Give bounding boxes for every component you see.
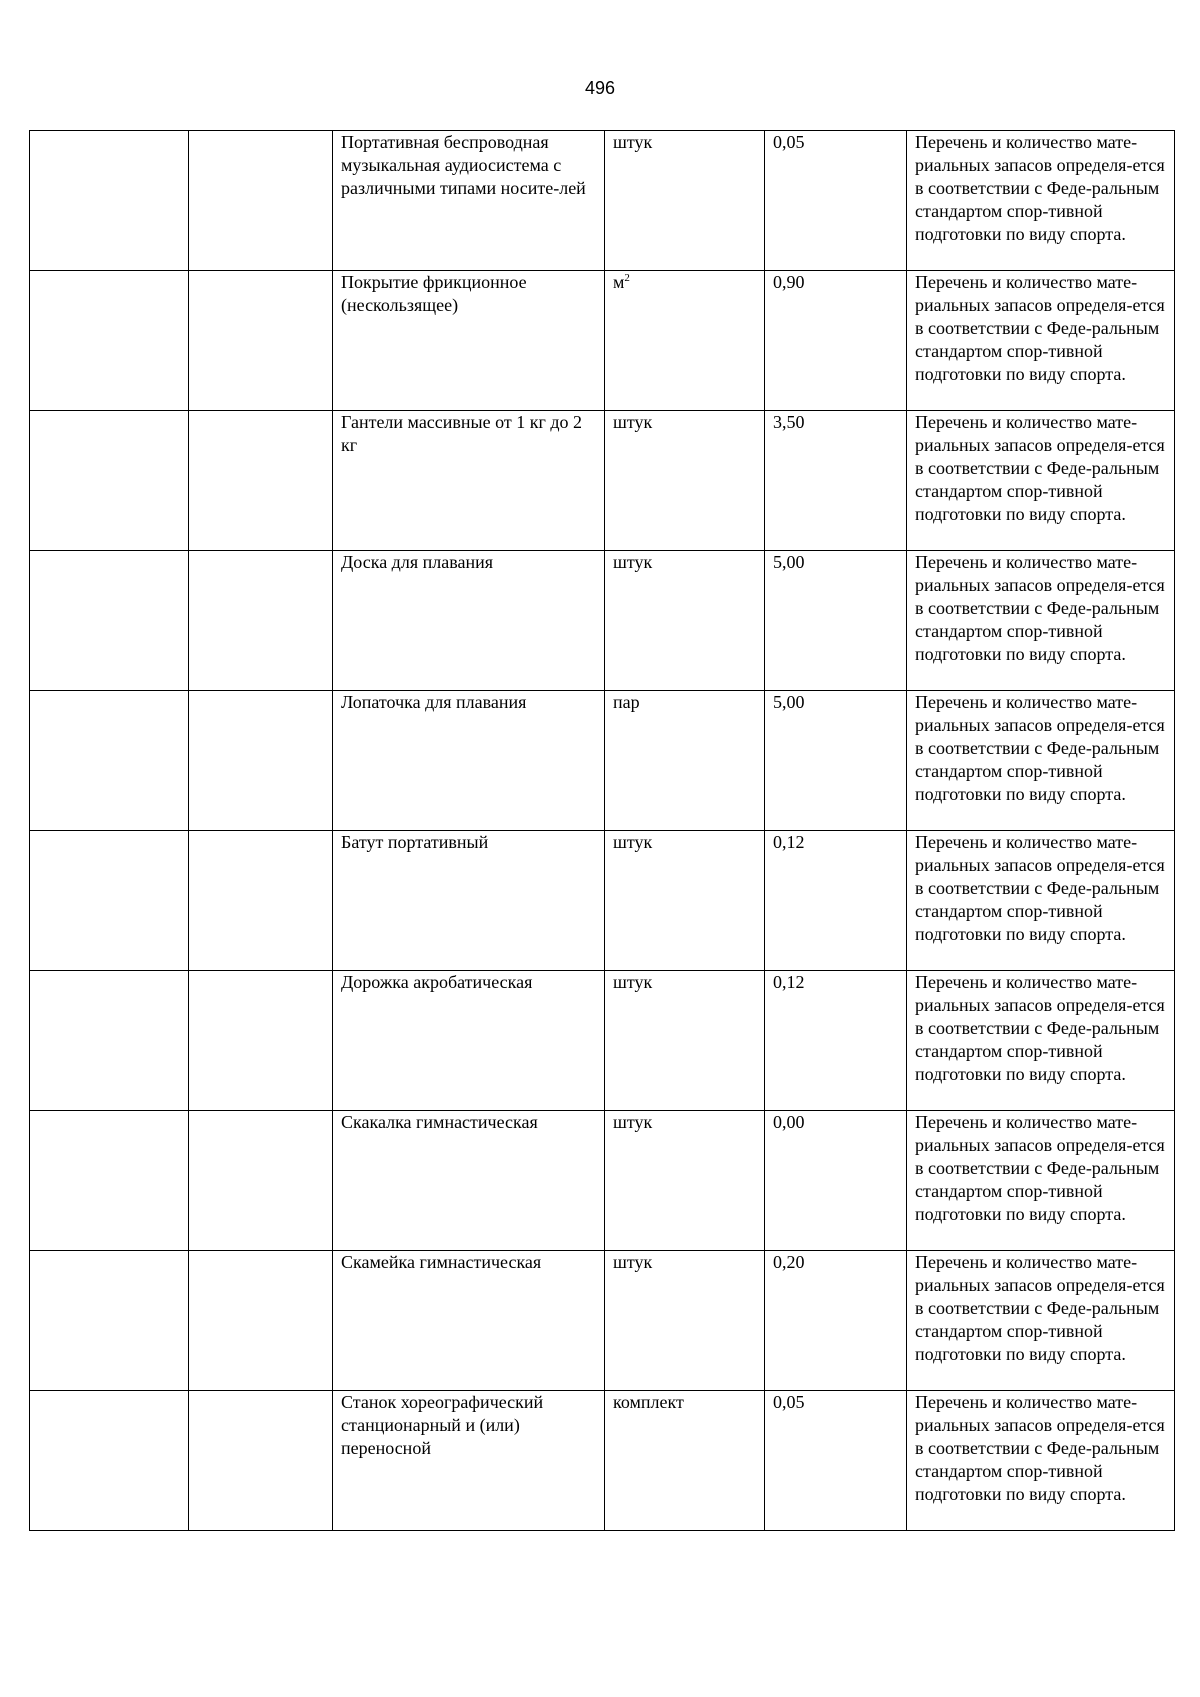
item-name-cell: Доска для плавания bbox=[333, 551, 605, 691]
note-cell: Перечень и количество мате-риальных запасов определя-ется в соответствии с Феде-ральным стандартом спор-тивной подготовки по виду спорта. bbox=[907, 831, 1175, 971]
note-cell: Перечень и количество мате-риальных запасов определя-ется в соответствии с Феде-ральным стандартом спор-тивной подготовки по виду спорта. bbox=[907, 551, 1175, 691]
table-row bbox=[30, 411, 1175, 551]
empty-cell-2 bbox=[189, 971, 333, 1111]
item-name-cell: Батут портативный bbox=[333, 831, 605, 971]
unit-cell bbox=[605, 551, 765, 691]
unit-text: штук bbox=[613, 832, 653, 852]
note-cell: Перечень и количество мате-риальных запасов определя-ется в соответствии с Феде-ральным стандартом спор-тивной подготовки по виду спорта. bbox=[907, 271, 1175, 411]
unit-superscript: 2 bbox=[624, 272, 630, 284]
empty-cell-1 bbox=[30, 831, 189, 971]
unit-text: м bbox=[613, 272, 625, 292]
empty-cell-1 bbox=[30, 971, 189, 1111]
item-name-cell: Скакалка гимнастическая bbox=[333, 1111, 605, 1251]
table-row bbox=[30, 1391, 1175, 1531]
quantity-cell: 0,12 bbox=[765, 971, 907, 1111]
empty-cell-2 bbox=[189, 691, 333, 831]
quantity-cell: 3,50 bbox=[765, 411, 907, 551]
table-row bbox=[30, 691, 1175, 831]
item-name-cell: Станок хореографический станционарный и (или) переносной bbox=[333, 1391, 605, 1531]
note-cell: Перечень и количество мате-риальных запасов определя-ется в соответствии с Феде-ральным стандартом спор-тивной подготовки по виду спорта. bbox=[907, 1391, 1175, 1531]
item-name-cell: Портативная беспроводная музыкальная аудиосистема с различными типами носите-лей bbox=[333, 131, 605, 271]
unit-text: штук bbox=[613, 1252, 653, 1272]
item-name-cell: Гантели массивные от 1 кг до 2 кг bbox=[333, 411, 605, 551]
empty-cell-1 bbox=[30, 1251, 189, 1391]
quantity-cell: 5,00 bbox=[765, 691, 907, 831]
empty-cell-1 bbox=[30, 551, 189, 691]
quantity-cell: 0,05 bbox=[765, 1391, 907, 1531]
table-row bbox=[30, 1251, 1175, 1391]
empty-cell-2 bbox=[189, 131, 333, 271]
unit-text: штук bbox=[613, 1112, 653, 1132]
item-name-cell: Скамейка гимнастическая bbox=[333, 1251, 605, 1391]
materials-table bbox=[29, 130, 1175, 1531]
quantity-cell: 0,05 bbox=[765, 131, 907, 271]
empty-cell-2 bbox=[189, 1391, 333, 1531]
unit-text: штук bbox=[613, 132, 653, 152]
unit-text: штук bbox=[613, 552, 653, 572]
empty-cell-2 bbox=[189, 1251, 333, 1391]
empty-cell-1 bbox=[30, 131, 189, 271]
empty-cell-1 bbox=[30, 691, 189, 831]
empty-cell-2 bbox=[189, 551, 333, 691]
table-row bbox=[30, 971, 1175, 1111]
unit-cell bbox=[605, 1251, 765, 1391]
page-number: 496 bbox=[584, 78, 616, 98]
table-row bbox=[30, 551, 1175, 691]
empty-cell-1 bbox=[30, 1391, 189, 1531]
quantity-cell: 0,00 bbox=[765, 1111, 907, 1251]
unit-cell bbox=[605, 1391, 765, 1531]
unit-text: комплект bbox=[613, 1392, 684, 1412]
empty-cell-2 bbox=[189, 411, 333, 551]
unit-cell bbox=[605, 1111, 765, 1251]
quantity-cell: 0,90 bbox=[765, 271, 907, 411]
empty-cell-1 bbox=[30, 411, 189, 551]
unit-cell bbox=[605, 131, 765, 271]
empty-cell-1 bbox=[30, 271, 189, 411]
table-row bbox=[30, 271, 1175, 411]
unit-cell bbox=[605, 411, 765, 551]
note-cell: Перечень и количество мате-риальных запасов определя-ется в соответствии с Феде-ральным стандартом спор-тивной подготовки по виду спорта. bbox=[907, 1251, 1175, 1391]
unit-text: пар bbox=[613, 692, 640, 712]
item-name-cell: Лопаточка для плавания bbox=[333, 691, 605, 831]
empty-cell-2 bbox=[189, 271, 333, 411]
item-name-cell: Дорожка акробатическая bbox=[333, 971, 605, 1111]
unit-cell bbox=[605, 971, 765, 1111]
note-cell: Перечень и количество мате-риальных запасов определя-ется в соответствии с Феде-ральным стандартом спор-тивной подготовки по виду спорта. bbox=[907, 1111, 1175, 1251]
table-row bbox=[30, 1111, 1175, 1251]
note-cell: Перечень и количество мате-риальных запасов определя-ется в соответствии с Феде-ральным стандартом спор-тивной подготовки по виду спорта. bbox=[907, 131, 1175, 271]
item-name-cell: Покрытие фрикционное (нескользящее) bbox=[333, 271, 605, 411]
quantity-cell: 0,20 bbox=[765, 1251, 907, 1391]
empty-cell-1 bbox=[30, 1111, 189, 1251]
unit-cell bbox=[605, 271, 765, 411]
table-body bbox=[30, 131, 1175, 1531]
note-cell: Перечень и количество мате-риальных запасов определя-ется в соответствии с Феде-ральным стандартом спор-тивной подготовки по виду спорта. bbox=[907, 411, 1175, 551]
quantity-cell: 5,00 bbox=[765, 551, 907, 691]
unit-cell bbox=[605, 691, 765, 831]
table-row bbox=[30, 131, 1175, 271]
unit-cell bbox=[605, 831, 765, 971]
unit-text: штук bbox=[613, 972, 653, 992]
empty-cell-2 bbox=[189, 831, 333, 971]
note-cell: Перечень и количество мате-риальных запасов определя-ется в соответствии с Феде-ральным стандартом спор-тивной подготовки по виду спорта. bbox=[907, 971, 1175, 1111]
empty-cell-2 bbox=[189, 1111, 333, 1251]
quantity-cell: 0,12 bbox=[765, 831, 907, 971]
unit-text: штук bbox=[613, 412, 653, 432]
note-cell: Перечень и количество мате-риальных запасов определя-ется в соответствии с Феде-ральным стандартом спор-тивной подготовки по виду спорта. bbox=[907, 691, 1175, 831]
table-row bbox=[30, 831, 1175, 971]
